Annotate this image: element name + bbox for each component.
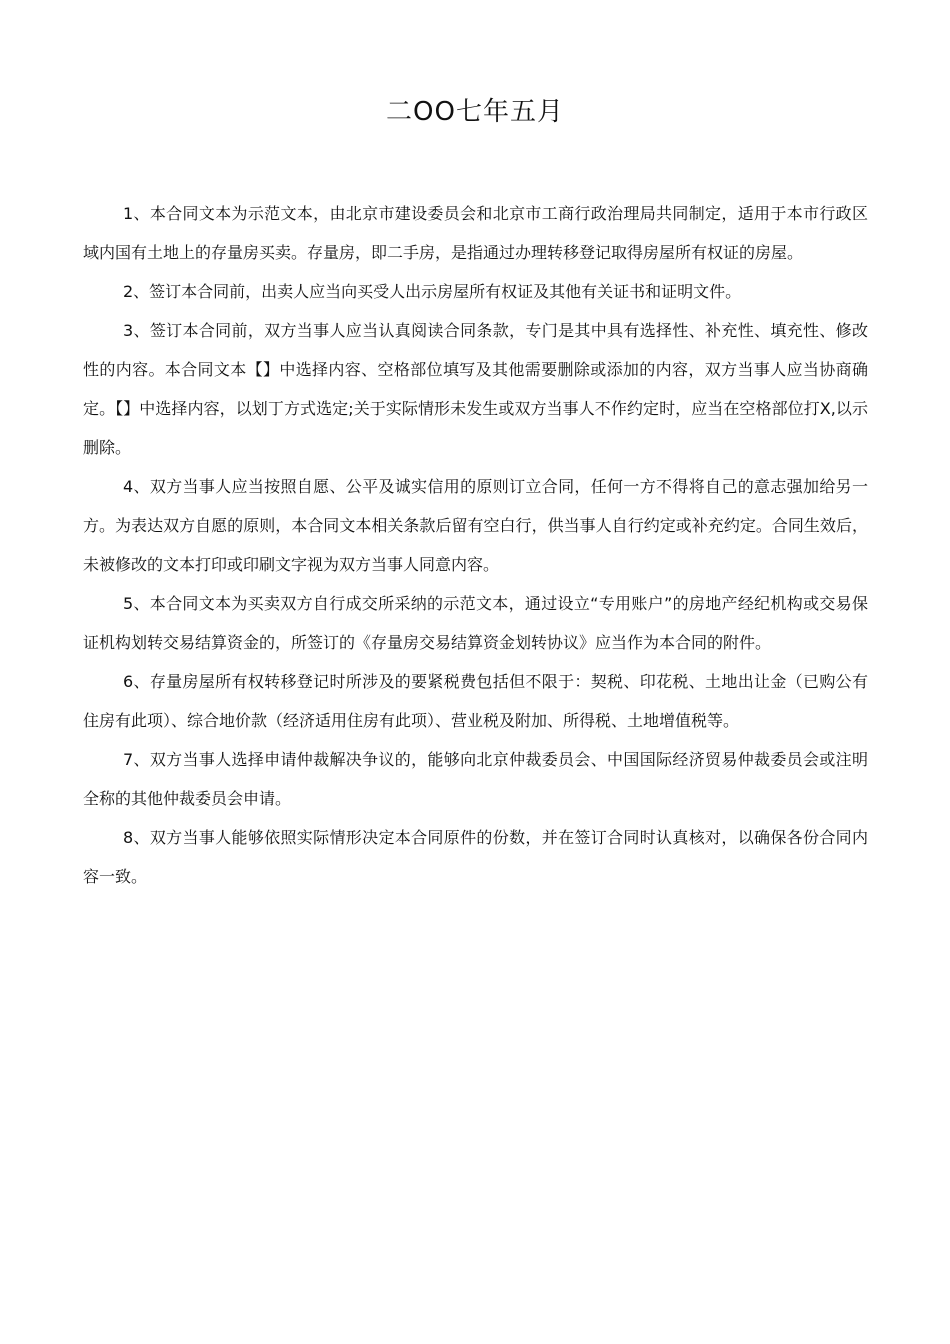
document-date-title: 二OO七年五月 [386, 97, 564, 127]
instruction-paragraph-2: 2、签订本合同前，出卖人应当向买受人出示房屋所有权证及其他有关证书和证明文件。 [123, 282, 742, 301]
instruction-paragraph-6: 6、存量房屋所有权转移登记时所涉及的要紧税费包括但不限于：契税、印花税、土地出让金（已购公有住房有此项）、综合地价款（经济适用住房有此项）、营业税及附加、所得税、土地增值税等。 [83, 672, 868, 730]
instruction-paragraph-8: 8、双方当事人能够依照实际情形决定本合同原件的份数，并在签订合同时认真核对，以确保各份合同内容一致。 [83, 828, 868, 886]
instruction-paragraph-4: 4、双方当事人应当按照自愿、公平及诚实信用的原则订立合同，任何一方不得将自己的意志强加给另一方。为表达双方自愿的原则，本合同文本相关条款后留有空白行，供当事人自行约定或补充约定。合同生效后，未被修改的文本打印或印刷文字视为双方当事人同意内容。 [83, 477, 868, 574]
instruction-paragraph-3: 3、签订本合同前，双方当事人应当认真阅读合同条款，专门是其中具有选择性、补充性、填充性、修改性的内容。本合同文本【】中选择内容、空格部位填写及其他需要删除或添加的内容，双方当事人应当协商确定。【】中选择内容，以划丁方式选定;关于实际情形未发生或双方当事人不作约定时，应当在空格部位打X,以示删除。 [83, 321, 868, 457]
instruction-paragraph-7: 7、双方当事人选择申请仲裁解决争议的，能够向北京仲裁委员会、中国国际经济贸易仲裁委员会或注明全称的其他仲裁委员会申请。 [83, 750, 868, 808]
instruction-paragraph-5: 5、本合同文本为买卖双方自行成交所采纳的示范文本，通过设立“专用账户”的房地产经纪机构或交易保证机构划转交易结算资金的，所签订的《存量房交易结算资金划转协议》应当作为本合同的附件。 [83, 594, 868, 652]
instructions-section [83, 194, 868, 896]
instruction-paragraph-1: 1、本合同文本为示范文本，由北京市建设委员会和北京市工商行政治理局共同制定，适用于本市行政区域内国有土地上的存量房买卖。存量房，即二手房，是指通过办理转移登记取得房屋所有权证的房屋。 [83, 204, 868, 262]
